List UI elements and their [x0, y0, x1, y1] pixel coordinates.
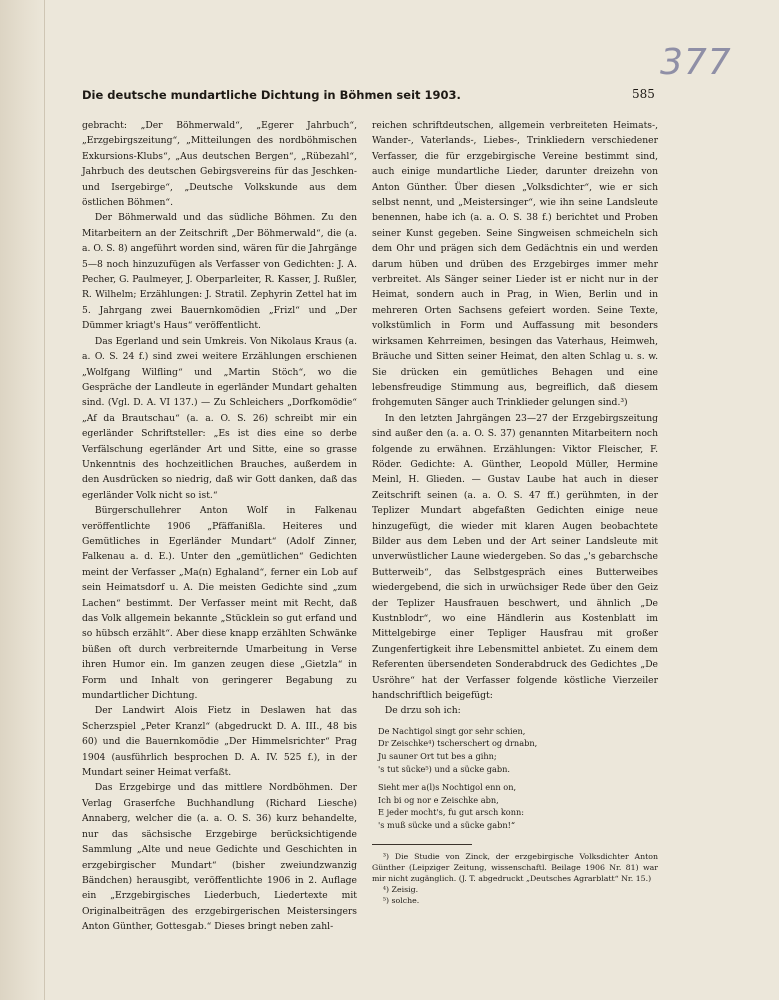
paragraph: Bürgerschullehrer Anton Wolf in Falkenau veröffentlichte 1906 „Pfäffanißla. Heiteres und Gemütliches in Egerländer Mundart“ (Adolf Zinner, Falkenau a. d. E.). Unter den „gemütlichen“ Gedichten meint der Verfasser „Ma(n) Eghaland“, ferner ein Lob auf sein Heimatsdorf u. A. Die meisten Gedichte sind „zum Lachen“ bestimmt. Der Verfasser meint mit Recht, daß das Volk allgemein bekannte „Stücklein so gut erfand und so hübsch erzählt“. Aber diese knapp erzählten Schwänke büßen oft durch verbreiternde Umarbeitung in Verse ihren Humor ein. Im ganzen zeugen diese „Gietzla“ in Form und Inhalt von geringerer Begabung zu mundartlicher Dichtung. [82, 505, 357, 702]
page-fold-line [44, 0, 45, 1000]
poem-stanza [378, 781, 658, 831]
page-fold-shadow [0, 0, 46, 1000]
paragraph: Der Böhmerwald und das südliche Böhmen. Zu den Mitarbeitern an der Zeitschrift „Der Böhmerwald“, die (a. a. O. S. 8) angeführt worden sind, wären für die Jahrgänge 5—8 noch hinzuzufügen als Verfasser von Gedichten: J. A. Pecher, G. Paulmeyer, J. Oberparleiter, R. Kasser, J. Rußler, R. Wilhelm; Erzählungen: J. Stratil. Zephyrin Zettel hat im 5. Jahrgang zwei Bauernkomödien „Frizl“ und „Der Dümmer kriagt's Haus“ veröffentlicht. [82, 212, 357, 332]
poem-line: Dr Zeischke⁴) tscherschert og drnabn, [378, 738, 538, 749]
running-title: Die deutsche mundartliche Dichtung in Böhmen seit 1903. [82, 88, 461, 102]
paragraph: In den letzten Jahrgängen 23—27 der Erzgebirgszeitung sind außer den (a. a. O. S. 37) genannten Mitarbeitern noch folgende zu erwähnen. Erzählungen: Viktor Fleischer, F. Röder. Gedichte: A. Günther, Leopold Müller, Hermine Meinl, H. Glieden. — Gustav Laube hat auch in dieser Zeitschrift seinen (a. a. O. S. 47 ff.) gerühmten, in der Teplizer Mundart abgefaßten Gedichten einige neue hinzugefügt, die wieder mit klaren Augen beobachtete Bilder aus dem Leben und der Art seiner Landsleute mit unverwüstlicher Laune wiedergeben. So das „'s gebarchsche Butterweib“, das Selbstgespräch eines Butterweibes wiedergebend, die sich in urwüchsiger Rede über den Geiz der Teplizer Hausfrauen beschwert, und ähnlich „De Kustnblodr“, wo eine Händlerin aus Kostenblatt im Mittelgebirge einer Tepliger Hausfrau mit großer Zungenfertigkeit ihre Lebensmittel anbietet. Zu einem dem Referenten übersendeten Sonderabdruck des Gedichtes „De Usröhre“ hat der Verfasser folgende köstliche Vierzeiler handschriftlich beigefügt: [372, 412, 658, 702]
poem-line: De Nachtigol singt gor sehr schien, [378, 725, 526, 736]
footnote: ⁵) solche. [382, 896, 420, 906]
poem-stanza [378, 725, 658, 775]
left-column [82, 118, 357, 935]
poem-line: Ich bi og nor e Zeischke abn, [378, 794, 499, 805]
paragraph: reichen schriftdeutschen, allgemein verbreiteten Heimats-, Wander-, Vaterlands-, Liebes-, Trinkliedern verschiedener Verfasser, die für erzgebirgische Vereine bestimmt sind, auch einige mundartliche Lieder, darunter dreizehn von Anton Günther. Über diesen „Volksdichter“, wie er sich selbst nennt, und „Meistersinger“, wie ihn seine Landsleute benennen, habe ich (a. a. O. S. 38 f.) berichtet und Proben seiner Kunst gegeben. Seine Singweisen schmeicheln sich dem Ohr und prägen sich dem Gedächtnis ein und werden darum hüben und drüben des Erzgebirges immer mehr verbreitet. Als Sänger seiner Lieder ist er nicht nur in der Heimat, sondern auch in Prag, in Wien, Berlin und in mehreren Orten Sachsens gefeiert worden. Seine Texte, volkstümlich in Form und Auffassung mit besonders wirksamen Kehrreimen, besingen das Vaterhaus, Heimweh, Bräuche und Sitten seiner Heimat, den alten Schlag u. s. w. Sie drücken ein gemütliches Behagen und eine lebensfreudige Stimmung aus, begreiflich, daß diesem frohgemuten Sänger auch Trinklieder gelungen sind.³) [372, 120, 658, 409]
footnote: ⁴) Zeisig. [382, 885, 419, 895]
footnote-divider [372, 844, 472, 845]
poem-line: Ju sauner Ort tut bes a gihn; [378, 751, 497, 762]
page-number: 585 [632, 87, 655, 101]
paragraph: Der Landwirt Alois Fietz in Deslawen hat das Scherzspiel „Peter Kranzl“ (abgedruckt D. A. III., 48 bis 60) und die Bauernkomödie „Der Himmelsrichter“ Prag 1904 (ausführlich besprochen D. A. IV. 525 f.), in der Mundart seiner Heimat verfaßt. [82, 705, 357, 779]
poem-line: 's tut sücke⁵) und a sücke gabn. [378, 763, 511, 774]
poem-line: Sieht mer a(l)s Nochtigol enn on, [378, 782, 517, 793]
right-column [372, 118, 658, 907]
paragraph: Das Egerland und sein Umkreis. Von Nikolaus Kraus (a. a. O. S. 24 f.) sind zwei weitere Erzählungen erschienen „Wolfgang Wilfling“ und „Martin Stöch“, wo die Gespräche der Landleute in egerländer Mundart gehalten sind. (Vgl. D. A. VI 137.) — Zu Schleichers „Dorfkomödie“ „Af da Brautschau“ (a. a. O. S. 26) schreibt mir ein egerländer Schriftsteller: „Es ist dies eine so derbe Verfälschung egerländer Art und Sitte, eine so grasse Unkenntnis des hochzeitlichen Brauches, außerdem in den Ausdrücken so niedrig, daß wir Gott danken, daß das egerländer Volk nicht so ist.“ [82, 335, 357, 501]
pencil-annotation: 377 [660, 42, 732, 83]
paragraph: Das Erzgebirge und das mittlere Nordböhmen. Der Verlag Graserfche Buchhandlung (Richard Liesche) Annaberg, welcher die (a. a. O. S. 36) kurz behandelte, nur das sächsische Erzgebirge berücksichtigende Sammlung „Alte und neue Gedichte und Geschichten in erzgebirgischer Mundart“ (bisher zweiundzwanzig Bändchen) herausgibt, veröffentlichte 1906 in 2. Auflage ein „Erzgebirgisches Liederbuch, Liedertexte mit Originalbeiträgen des erzgebirgerischen Meistersingers Anton Günther, Gottesgab.“ Dieses bringt neben zahl- [82, 782, 357, 933]
paragraph: gebracht: „Der Böhmerwald“, „Egerer Jahrbuch“, „Erzgebirgszeitung“, „Mitteilungen des nordböhmischen Exkursions-Klubs“, „Aus deutschen Bergen“, „Rübezahl“, Jahrbuch des deutschen Gebirgsvereins für das Jeschken- und Isergebirge“, „Deutsche Volkskunde aus dem östlichen Böhmen“. [82, 120, 357, 209]
poem-line: E jeder mocht's, fu gut arsch konn: [378, 807, 525, 818]
poem [378, 725, 658, 832]
poem-intro: De drzu soh ich: [384, 705, 461, 717]
poem-line: 's muß sücke und a sücke gabn!“ [378, 820, 516, 830]
footnote: ³) Die Studie von Zinck, der erzgebirgische Volksdichter Anton Günther (Leipziger Zeitung, wissenschaftl. Beilage 1906 Nr. 81) war mir nicht zugänglich. (J. T. abgedruckt „Deutsches Agrarblatt“ Nr. 15.) [372, 851, 658, 883]
